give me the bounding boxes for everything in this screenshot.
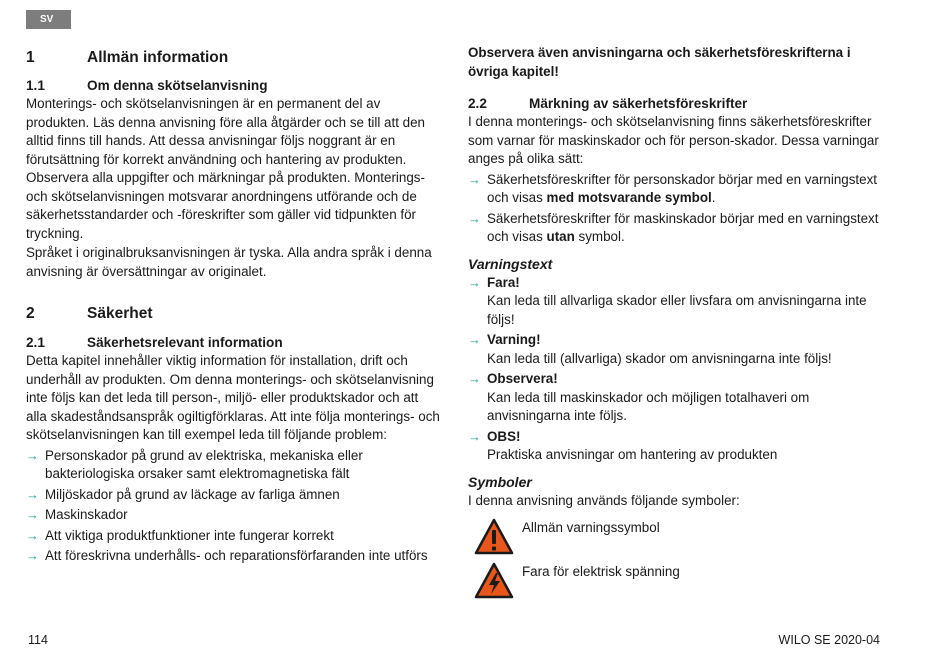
paragraph: Monterings- och skötselanvisningen är en permanent del av produkten. Läs denna anvisning före alla åtgärder och se till att den alltid finns till hands. Att dessa anvisningar följs noggrant är en förutsättning för korrekt användning och hantering av produkten. Observera alla uppgifter och märkningar på produkten. Monterings- och skötselanvisningen motsvarar anordningens utförande och de säkerhetsstandarder och -föreskrifter som gäller vid tidpunkten för tryckning.: [26, 96, 426, 241]
arrow-right-icon: →: [468, 371, 481, 386]
arrow-right-icon: →: [26, 507, 39, 522]
problem-list: [26, 447, 442, 566]
paragraph: Språket i originalbruksanvisningen är tyska. Alla andra språk i denna anvisning är översättningar av originalet.: [26, 245, 432, 279]
paragraph: Detta kapitel innehåller viktig information för installation, drift och underhåll av produkten. Om denna monterings- och skötselanvisning inte följs kan det leda till person-, miljö- eller produktskador och att alla skadeståndsanspråk ogiltigförklaras. Att inte följa monterings- och skötselanvisningen kan till exempel leda till följande problem:: [26, 353, 440, 442]
language-tab: SV: [26, 10, 71, 29]
chapter-note: Observera även anvisningarna och säkerhetsföreskrifterna i övriga kapitel!: [468, 45, 851, 79]
varningstext-heading: Varningstext: [468, 255, 553, 272]
subsection-title: Om denna skötselanvisning: [87, 78, 268, 93]
section-number: 1: [26, 49, 35, 66]
paragraph: I denna monterings- och skötselanvisning finns säkerhetsföreskrifter som varnar för maskinskador och för person-skador. Dessa varningar anges på olika sätt:: [468, 114, 879, 166]
arrow-right-icon: →: [26, 447, 39, 463]
section-title: Säkerhet: [87, 305, 153, 322]
list-item: → Säkerhetsföreskrifter för maskinskador börjar med en varningstext och visas utan symbol.: [468, 210, 888, 247]
arrow-right-icon: →: [26, 486, 39, 502]
subsection-heading-1-1: [26, 77, 442, 95]
page-number: 114: [28, 633, 48, 647]
arrow-right-icon: →: [468, 171, 481, 187]
section-heading-1: [26, 47, 442, 69]
arrow-right-icon: →: [468, 210, 481, 226]
list-item: → Personskador på grund av elektriska, mekaniska eller bakteriologiska orsaker samt elektromagnetiska fält: [26, 447, 442, 484]
subsection-title: Säkerhetsrelevant information: [87, 335, 283, 350]
subsection-heading-2-2: [468, 95, 888, 113]
general-warning-icon: [474, 518, 514, 556]
symbol-label: Fara för elektrisk spänning: [522, 564, 680, 579]
subsection-number: 1.1: [26, 78, 45, 93]
symbol-list: [468, 518, 888, 602]
footer-brand: WILO SE 2020-04: [778, 633, 880, 647]
warning-item: → Fara! Kan leda till allvarliga skador eller livsfara om anvisningarna inte följs!: [468, 274, 888, 330]
subsection-number: 2.2: [468, 96, 487, 111]
arrow-right-icon: →: [26, 527, 39, 543]
warning-text-list: [468, 274, 888, 465]
symbol-row: [468, 518, 888, 558]
section-number: 2: [26, 305, 35, 322]
section-heading-2: [26, 303, 442, 325]
arrow-right-icon: →: [468, 428, 481, 444]
marking-list: [468, 171, 888, 247]
electrical-voltage-icon: [474, 562, 514, 600]
symboler-heading: Symboler: [468, 473, 532, 490]
arrow-right-icon: →: [468, 332, 481, 347]
warning-item: → OBS! Praktiska anvisningar om hantering av produkten: [468, 428, 888, 465]
section-title: Allmän information: [87, 49, 229, 66]
list-item: → Att viktiga produktfunktioner inte fungerar korrekt: [26, 527, 442, 546]
symbol-label: Allmän varningssymbol: [522, 520, 660, 535]
subsection-heading-2-1: [26, 334, 442, 352]
warning-item: → Observera! Kan leda till maskinskador och möjligen totalhaveri om anvisningarna inte följs.: [468, 370, 888, 426]
list-item: → Säkerhetsföreskrifter för personskador börjar med en varningstext och visas med motsvarande symbol.: [468, 171, 888, 208]
symbol-row: [468, 562, 888, 602]
list-item: → Maskinskador: [26, 506, 442, 525]
arrow-right-icon: →: [468, 274, 481, 290]
left-column: [26, 44, 442, 568]
subsection-title: Märkning av säkerhetsföreskrifter: [529, 96, 748, 111]
warning-item: → Varning! Kan leda till (allvarliga) skador om anvisningarna inte följs!: [468, 331, 888, 368]
arrow-right-icon: →: [26, 548, 39, 563]
right-column: [468, 44, 888, 606]
subsection-number: 2.1: [26, 335, 45, 350]
symbols-intro: I denna anvisning används följande symboler:: [468, 492, 740, 508]
list-item: → Miljöskador på grund av läckage av farliga ämnen: [26, 486, 442, 505]
list-item: → Att föreskrivna underhålls- och reparationsförfaranden inte utförs: [26, 547, 442, 566]
